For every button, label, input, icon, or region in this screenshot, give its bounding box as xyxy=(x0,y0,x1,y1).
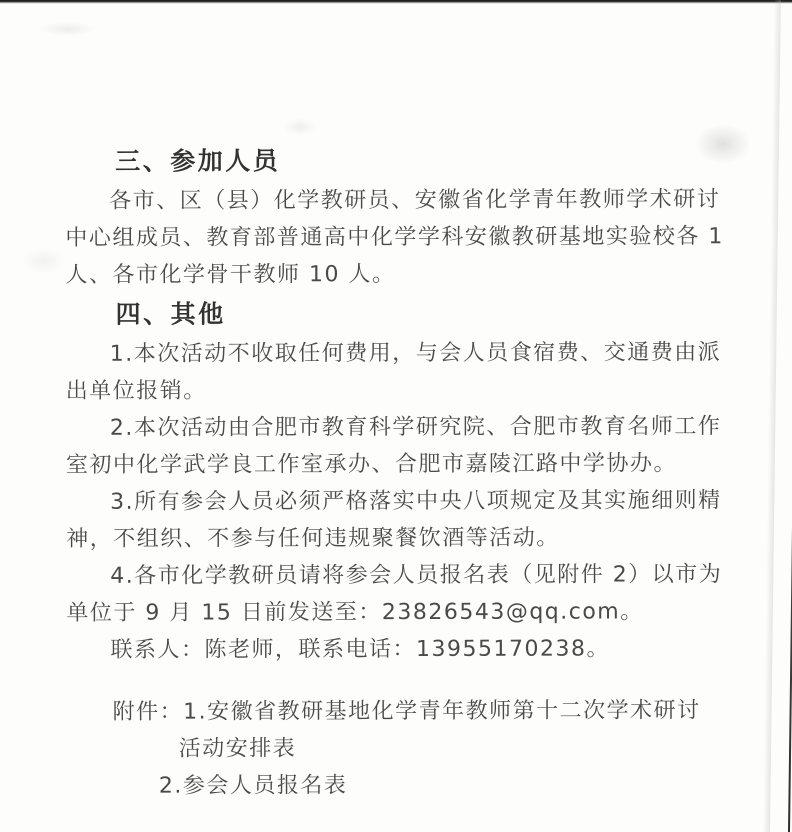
document-body xyxy=(65,139,747,805)
participants-paragraph-line: 人、各市化学骨干教师 10 人。 xyxy=(65,262,396,288)
item-2-line: 室初中化学武学良工作室承办、合肥市嘉陵江路中学协办。 xyxy=(65,451,678,478)
contact-line: 联系人：陈老师，联系电话：13955170238。 xyxy=(110,636,610,663)
item-4-line: 单位于 9 月 15 日前发送至：23826543@qq.com。 xyxy=(66,599,644,626)
item-2-line: 2.本次活动由合肥市教育科学研究院、合肥市教育名师工作 xyxy=(109,414,722,441)
item-4-line: 4.各市化学教研员请将参会人员报名表（见附件 2）以市为 xyxy=(110,562,723,589)
attachment-line-1: 附件：1.安徽省教研基地化学青年教师第十二次学术研讨 xyxy=(112,698,701,725)
page-right-edge-shadow xyxy=(763,0,781,832)
scan-top-edge-line xyxy=(0,0,792,4)
scan-smudge xyxy=(38,22,96,36)
scan-smudge xyxy=(22,248,66,274)
scan-smudge xyxy=(284,118,316,136)
item-1-line: 1.本次活动不收取任何费用，与会人员食宿费、交通费由派 xyxy=(109,340,722,367)
participants-paragraph-line: 各市、区（县）化学教研员、安徽省化学青年教师学术研讨 xyxy=(109,187,721,214)
item-1-line: 出单位报销。 xyxy=(65,378,207,404)
item-3-line: 神，不组织、不参与任何违规聚餐饮酒等活动。 xyxy=(66,525,560,552)
participants-paragraph-line: 中心组成员、教育部普通高中化学学科安徽教研基地实验校各 1 xyxy=(65,224,724,251)
page-right-edge-line xyxy=(788,4,792,832)
section-heading-participants: 三、参加人员 xyxy=(115,146,281,176)
attachment-line-1-continued: 活动安排表 xyxy=(178,736,297,762)
section-heading-other: 四、其他 xyxy=(115,299,226,329)
attachment-line-2: 2.参会人员报名表 xyxy=(158,773,348,799)
item-3-line: 3.所有参会人员必须严格落实中央八项规定及其实施细则精 xyxy=(110,488,722,515)
